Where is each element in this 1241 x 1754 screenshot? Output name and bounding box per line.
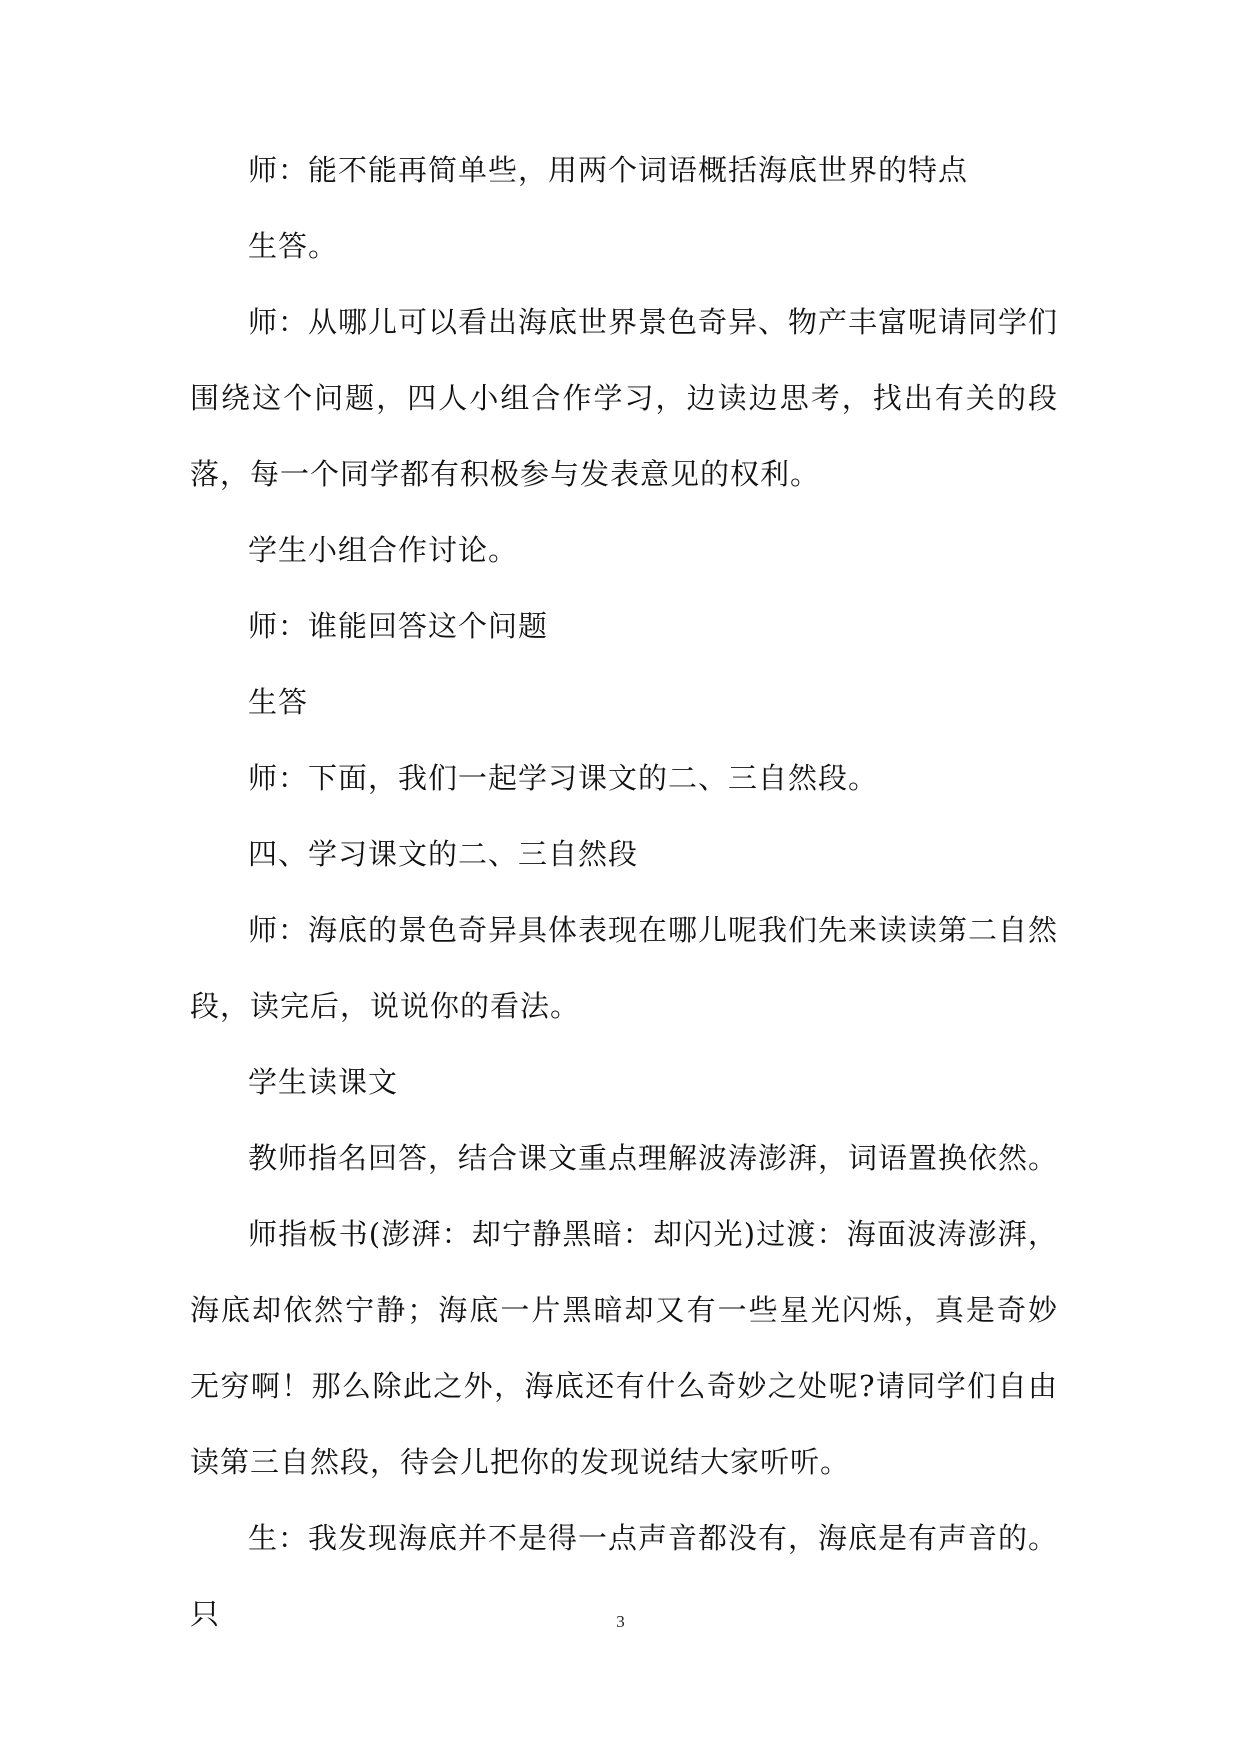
paragraph-5: 师：谁能回答这个问题 [248, 609, 549, 643]
paragraph-2: 生答。 [248, 229, 339, 263]
paragraph-13: 生：我发现海底并不是得一点声音都没有，海底是有声音的。只 [190, 1521, 1059, 1631]
paragraph-12: 师指板书(澎湃：却宁静黑暗：却闪光)过渡：海面波涛澎湃，海底却依然宁静；海底一片黑暗却又有一些星光闪烁，真是奇妙无穷啊！那么除此之外，海底还有什么奇妙之处呢?请同学们自由读第三自然段，待会儿把你的发现说结大家听听。 [190, 1217, 1058, 1479]
paragraph-1: 师：能不能再简单些，用两个词语概括海底世界的特点 [248, 153, 969, 187]
document-body [190, 132, 1058, 1652]
paragraph-3: 师：从哪儿可以看出海底世界景色奇异、物产丰富呢请同学们围绕这个问题，四人小组合作学习，边读边思考，找出有关的段落，每一个同学都有积极参与发表意见的权利。 [190, 305, 1059, 491]
paragraph-11: 教师指名回答，结合课文重点理解波涛澎湃，词语置换依然。 [248, 1141, 1059, 1175]
paragraph-4: 学生小组合作讨论。 [248, 533, 519, 567]
paragraph-6: 生答 [248, 685, 309, 719]
paragraph-8: 四、学习课文的二、三自然段 [248, 837, 639, 871]
page-number: 3 [616, 1612, 625, 1631]
paragraph-9: 师：海底的景色奇异具体表现在哪儿呢我们先来读读第二自然段，读完后，说说你的看法。 [190, 913, 1059, 1023]
paragraph-10: 学生读课文 [248, 1065, 399, 1099]
paragraph-7: 师：下面，我们一起学习课文的二、三自然段。 [248, 761, 879, 795]
